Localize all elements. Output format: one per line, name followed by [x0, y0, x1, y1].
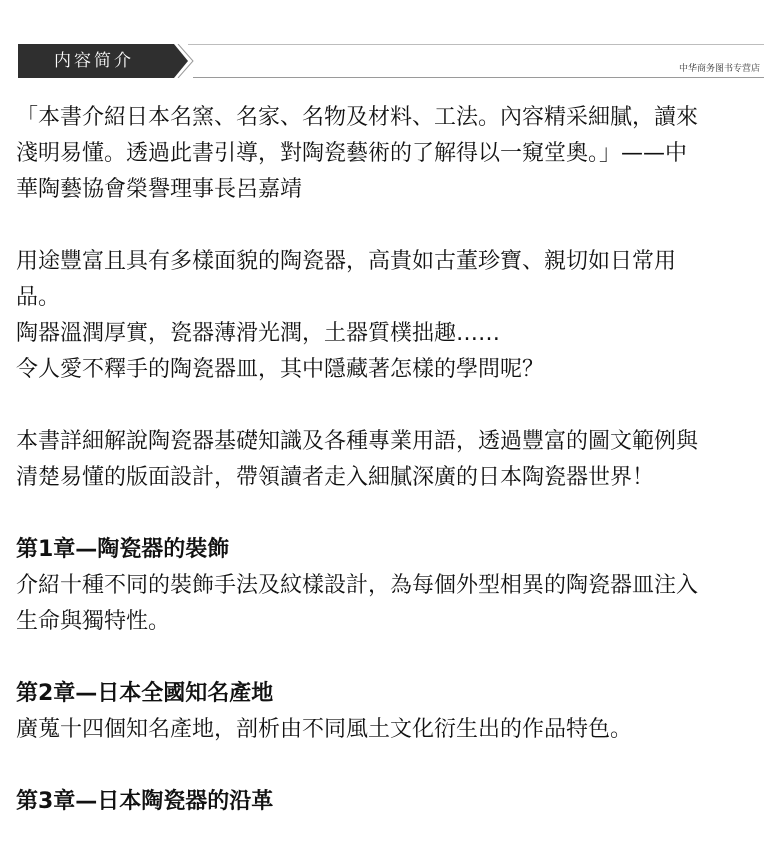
text-line: 令人愛不釋手的陶瓷器皿，其中隱藏著怎樣的學問呢？	[16, 357, 545, 382]
intro-quote	[16, 100, 766, 208]
chapter-title: 第3章—日本陶瓷器的沿革	[16, 789, 274, 814]
text-line: 生命與獨特性。	[16, 609, 171, 634]
chapter-title: 第2章—日本全國知名產地	[16, 681, 274, 706]
text-line: 清楚易懂的版面設計，帶領讀者走入細膩深廣的日本陶瓷器世界！	[16, 465, 655, 490]
text-line: 華陶藝協會榮譽理事長呂嘉靖	[16, 177, 303, 202]
text-line: 「本書介紹日本名窯、名家、名物及材料、工法。內容精采細膩，讀來	[16, 105, 699, 130]
description-content	[16, 100, 766, 856]
text-line: 陶器溫潤厚實，瓷器薄滑光潤，土器質樸拙趣……	[16, 321, 501, 346]
text-line: 用途豐富且具有多樣面貌的陶瓷器，高貴如古董珍寶、親切如日常用	[16, 249, 677, 274]
header-title: 内容简介	[54, 51, 134, 71]
chapter-title: 第1章—陶瓷器的裝飾	[16, 537, 230, 562]
text-line: 本書詳細解說陶瓷器基礎知識及各種專業用語，透過豐富的圖文範例與	[16, 429, 699, 454]
section-header	[18, 44, 764, 78]
text-line: 介紹十種不同的裝飾手法及紋樣設計，為每個外型相異的陶瓷器皿注入	[16, 573, 699, 598]
chapter-1	[16, 532, 766, 640]
usage-paragraph	[16, 244, 766, 388]
chapter-2	[16, 676, 766, 748]
text-line: 淺明易懂。透過此書引導，對陶瓷藝術的了解得以一窺堂奧。」——中	[16, 141, 688, 166]
chapter-3	[16, 784, 766, 820]
book-description-paragraph	[16, 424, 766, 496]
text-line: 廣蒐十四個知名產地，剖析由不同風土文化衍生出的作品特色。	[16, 717, 633, 742]
text-line: 品。	[16, 285, 61, 310]
store-name: 中华商务图书专营店	[678, 64, 760, 74]
